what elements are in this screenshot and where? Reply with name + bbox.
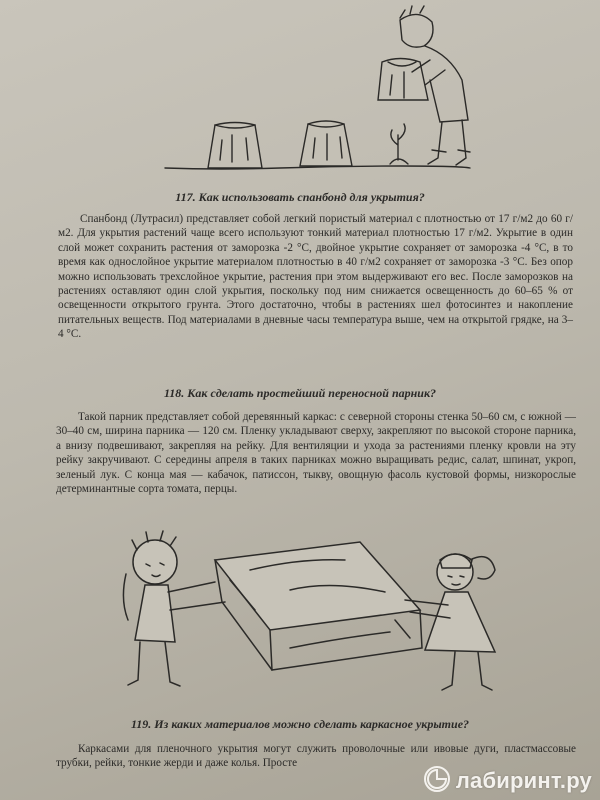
- top-illustration: [0, 0, 600, 185]
- greenhouse-illustration: [0, 520, 600, 710]
- answer-118-paragraph: Такой парник представляет собой деревянный каркас: с северной стороны стенка 50–60 см, с южной — 30–40 см, ширина парника — 120 см. Пленку укладывают сверху, закрепляют по высокой стороне парника, а внизу подвешивают, закрепляя на рейку. Для вентиляции и ухода за растениями пленку кровли на эту рейку закручивают. С середины апреля в таких парниках можно выращивать редис, салат, шпинат, укроп, зеленый лук. С конца мая — кабачок, патиссон, тыкву, овощную фасоль кустовой формы, низкорослые детерминантные сорта томата, перцы.: [56, 411, 576, 496]
- labirint-logo-icon: [424, 766, 450, 792]
- watermark-text: лабиринт.ру: [455, 768, 592, 793]
- answer-117-paragraph: Спанбонд (Лутрасил) представляет собой легкий пористый материал с плотностью от 17 г/м2 до 60 г/м2. Для укрытия растений чаще всего используют тонкий материал плотностью 17 г/м2. Укрытие в один слой может сохранить растения от заморозка -2 °С, двойное укрытие сохраняет от заморозка -4 °С, в то время как однослойное укрытие материалом плотностью в 40 г/м2 сохраняет от заморозка -3 °С. Без опор можно использовать трехслойное укрытие, растения при этом выдерживают его вес. После заморозков на растениях оставляют один слой укрытия, поскольку под ним снижается освещенность до 60–65 % от освещенности открытого грунта. Этого достаточно, чтобы в растениях шел фотосинтез и накопление питательных веществ. Под материалами в дневные часы температура выше, чем на открытой грядке, на 3–4 °С.: [58, 213, 573, 341]
- question-119-heading: 119. Из каких материалов можно сделать каркасное укрытие?: [130, 717, 470, 731]
- question-118-heading: 118. Как сделать простейший переносной парник?: [163, 386, 437, 400]
- answer-119-paragraph: Каркасами для пленочного укрытия могут служить проволочные или ивовые дуги, пластмассовые трубки, рейки, тонкие жерди и даже колья. Просте: [56, 743, 576, 770]
- question-117-heading: 117. Как использовать спанбонд для укрытия?: [175, 190, 425, 204]
